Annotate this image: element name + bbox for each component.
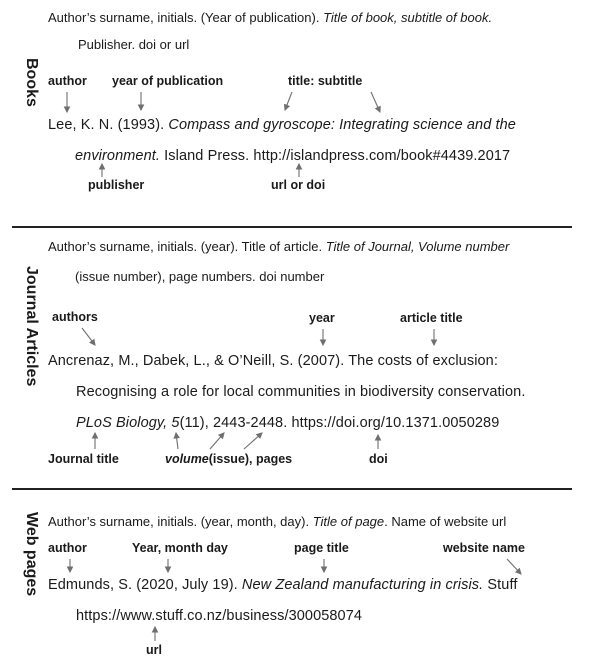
web-label-author: author xyxy=(48,541,87,555)
journals-example-line2: Recognising a role for local communities in biodiversity conservation. xyxy=(76,384,526,400)
journals-example-line1: Ancrenaz, M., Dabek, L., & O’Neill, S. (2007). The costs of exclusion: xyxy=(48,353,498,369)
journals-example-line3: PLoS Biology, 5(11), 2443-2448. https://doi.org/10.1371.0050289 xyxy=(76,415,500,431)
web-example-line1: Edmunds, S. (2020, July 19). New Zealand manufacturing in crisis. Stuff xyxy=(48,577,518,593)
web-label-date: Year, month day xyxy=(132,541,228,555)
journals-label-authors: authors xyxy=(52,310,98,324)
web-label-page-title: page title xyxy=(294,541,349,555)
arrow-books-title-1 xyxy=(285,92,292,110)
journals-format-line2: (issue number), page numbers. doi number xyxy=(75,269,325,284)
web-label-url: url xyxy=(146,643,162,657)
journals-label-journal-title: Journal title xyxy=(48,452,119,466)
web-section-label: Web pages xyxy=(23,512,40,597)
section-divider xyxy=(12,226,572,228)
books-label-title: title: subtitle xyxy=(288,74,363,88)
arrow-journals-issue xyxy=(210,433,224,449)
web-label-website-name: website name xyxy=(443,541,525,555)
arrow-web-website-name xyxy=(507,559,521,574)
books-label-publisher: publisher xyxy=(88,178,145,192)
journals-format-line1: Author’s surname, initials. (year). Title of article. Title of Journal, Volume number xyxy=(48,239,510,254)
web-format-line1: Author’s surname, initials. (year, month, day). Title of page. Name of website url xyxy=(48,514,507,529)
journals-label-volume: volume(issue), pages xyxy=(165,452,293,466)
books-format-line1: Author’s surname, initials. (Year of publication). Title of book, subtitle of book. xyxy=(48,10,493,25)
journals-label-doi: doi xyxy=(369,452,388,466)
books-label-url: url or doi xyxy=(271,178,326,192)
web-example-line2: https://www.stuff.co.nz/business/300058074 xyxy=(76,608,363,624)
journals-label-article-title: article title xyxy=(400,311,463,325)
books-section-label: Books xyxy=(23,58,40,107)
journals-section-label: Journal Articles xyxy=(23,266,40,387)
books-example-line1: Lee, K. N. (1993). Compass and gyroscope: Integrating science and the xyxy=(48,117,516,133)
arrow-books-title-2 xyxy=(371,92,380,112)
books-label-year: year of publication xyxy=(112,74,224,88)
arrow-journals-pages xyxy=(244,433,262,449)
section-divider xyxy=(12,488,572,490)
arrow-journals-volume xyxy=(176,433,178,449)
journals-label-year: year xyxy=(309,311,335,325)
books-label-author: author xyxy=(48,74,87,88)
books-example-line2: environment. Island Press. http://islandpress.com/book#4439.2017 xyxy=(75,148,511,164)
arrow-journals-authors xyxy=(82,328,95,345)
books-format-line2: Publisher. doi or url xyxy=(78,37,190,52)
